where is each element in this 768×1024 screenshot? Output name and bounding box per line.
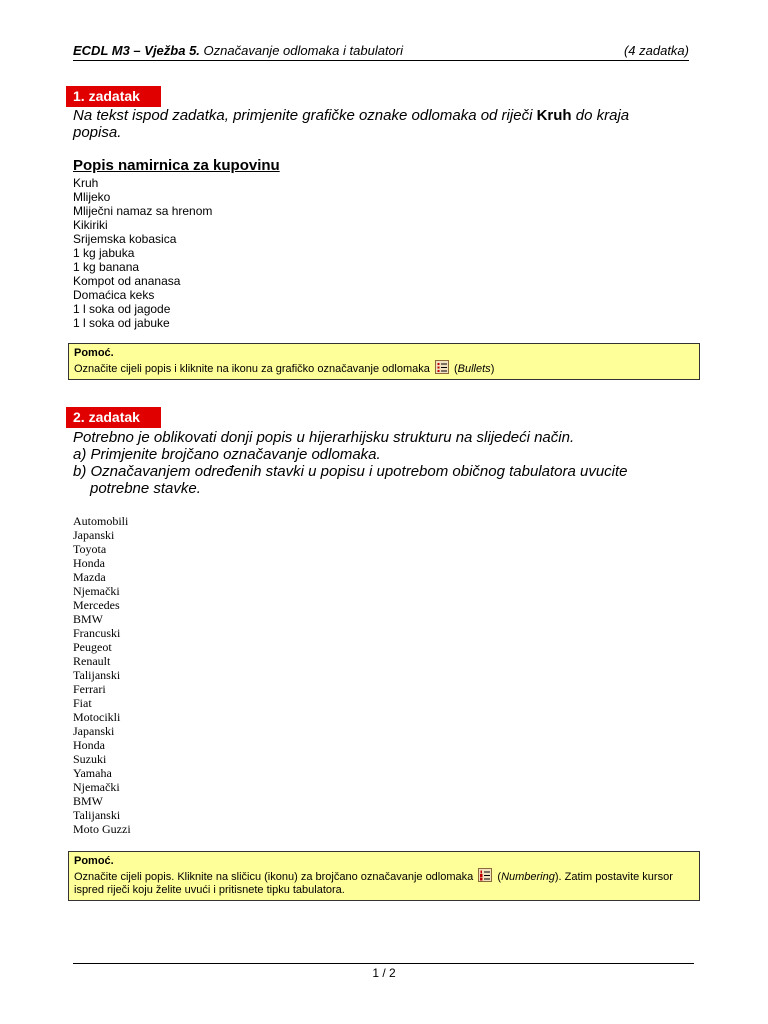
header-task-count: (4 zadatka) [623,43,689,58]
footer-rule [73,963,694,964]
task2-instructions: Potrebno je oblikovati donji popis u hijerarhijsku strukturu na slijedeći način. a) Primjenite brojčano označavanje odlomaka. b) Označavanjem određenih stavki u popisu i upotrebom običnog tabulatora uvucite potrebne stavke. [73,429,628,497]
bullets-icon [435,360,449,374]
page-header [73,40,689,61]
vehicle-list-item: Mazda [73,570,106,584]
vehicle-list [73,514,131,836]
shopping-list [73,176,212,330]
task1-instructions: Na tekst ispod zadatka, primjenite grafičke oznake odlomaka od riječi Kruh do kraja popisa. [73,107,630,141]
header-title: ECDL M3 – Vježba 5. Označavanje odlomaka i tabulatori [73,43,403,58]
shopping-list-item: Srijemska kobasica [73,232,177,246]
shopping-list-item: 1 kg banana [73,260,140,274]
help-text: Označite cijeli popis i kliknite na ikonu za grafičko označavanje odlomaka (Bullets) [74,360,694,376]
vehicle-list-item: BMW [73,794,103,808]
vehicle-list-item: Japanski [73,724,115,738]
vehicle-list-item: Yamaha [73,766,112,780]
vehicle-list-item: Njemački [73,584,120,598]
shopping-list-item: Mliječni namaz sa hrenom [73,204,213,218]
vehicle-list-item: Motocikli [73,710,121,724]
shopping-list-title: Popis namirnica za kupovinu [73,157,280,174]
shopping-list-item: Kikiriki [73,218,108,232]
vehicle-list-item: BMW [73,612,103,626]
shopping-list-item: Mlijeko [73,190,111,204]
vehicle-list-item: Automobili [73,514,129,528]
shopping-list-item: 1 kg jabuka [73,246,135,260]
vehicle-list-item: Honda [73,556,105,570]
shopping-list-item: Kompot od ananasa [73,274,181,288]
vehicle-list-item: Mercedes [73,598,120,612]
vehicle-list-item: Peugeot [73,640,112,654]
vehicle-list-item: Francuski [73,626,121,640]
vehicle-list-item: Talijanski [73,808,121,822]
help-title: Pomoć. [74,347,114,359]
task1-badge: 1. zadatak [66,86,161,107]
vehicle-list-item: Renault [73,654,111,668]
shopping-list-item: 1 l soka od jagode [73,302,171,316]
task2-badge: 2. zadatak [66,407,161,428]
vehicle-list-item: Honda [73,738,105,752]
vehicle-list-item: Moto Guzzi [73,822,131,836]
shopping-list-item: Domaćica keks [73,288,155,302]
vehicle-list-item: Suzuki [73,752,107,766]
help-title: Pomoć. [74,855,114,867]
shopping-list-item: 1 l soka od jabuke [73,316,170,330]
vehicle-list-item: Njemački [73,780,120,794]
help-box-1 [68,343,700,380]
shopping-list-item: Kruh [73,176,99,190]
vehicle-list-item: Talijanski [73,668,121,682]
vehicle-list-item: Fiat [73,696,92,710]
vehicle-list-item: Toyota [73,542,107,556]
help-text: Označite cijeli popis. Kliknite na sličicu (ikonu) za brojčano označavanje odlomaka (Numbering). Zatim postavite kursor ispred riječi koju želite uvući i pritisnete tipku tabulatora. [74,868,694,897]
help-box-2 [68,851,700,901]
vehicle-list-item: Japanski [73,528,115,542]
vehicle-list-item: Ferrari [73,682,106,696]
page-number: 1 / 2 [372,966,396,980]
numbering-icon [478,868,492,882]
